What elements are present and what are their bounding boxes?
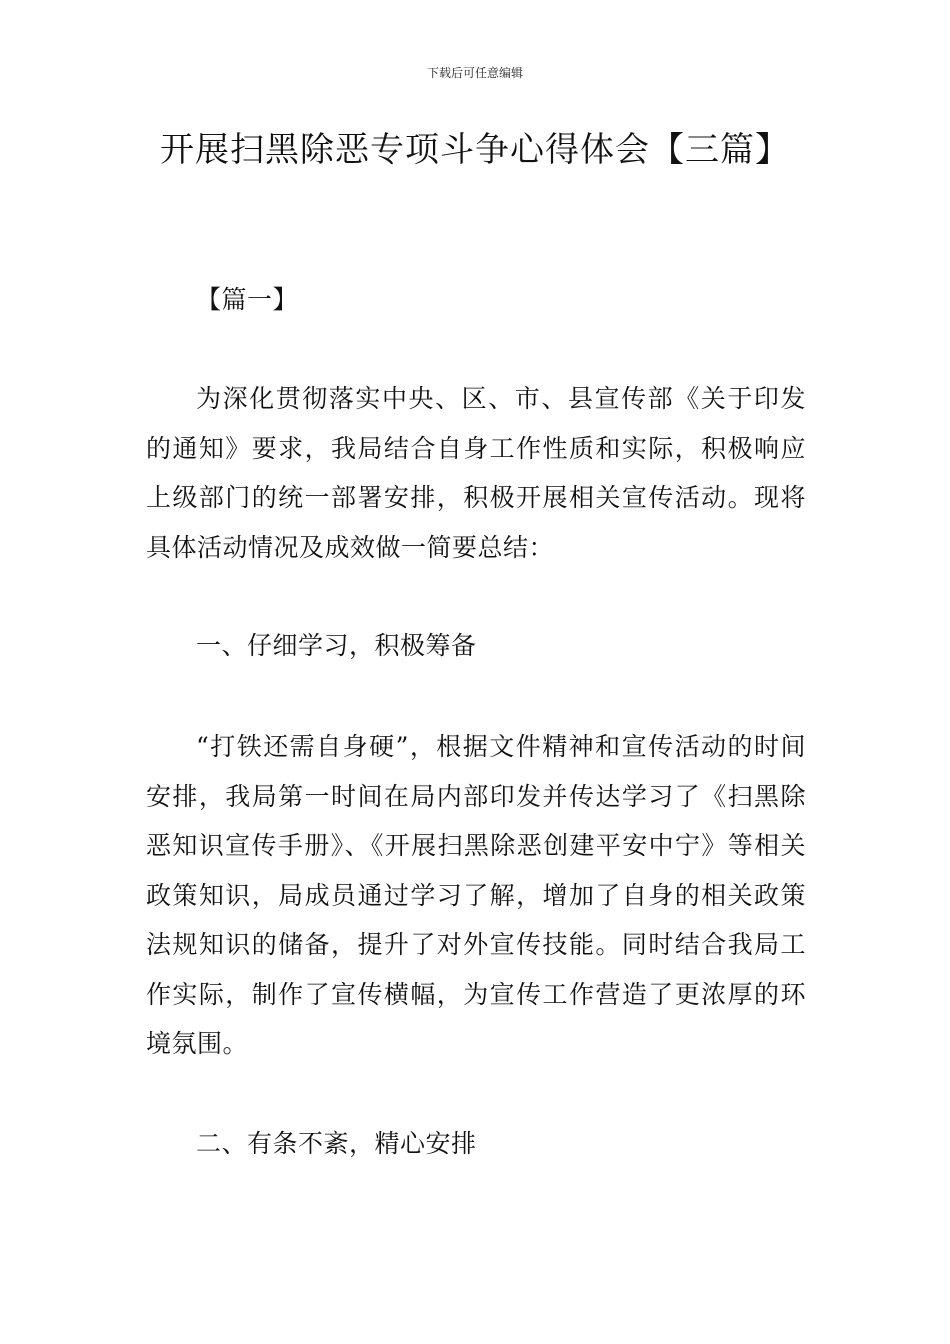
page-header-note: 下载后可任意编辑	[426, 66, 523, 80]
paragraph-intro: 为深化贯彻落实中央、区、市、县宣传部《关于印发的通知》要求，我局结合自身工作性质和实际，积极响应上级部门的统一部署安排，积极开展相关宣传活动。现将具体活动情况及成效做一简要总结：	[146, 384, 806, 562]
paragraph-study: “打铁还需自身硬”，根据文件精神和宣传活动的时间安排，我局第一时间在局内部印发并传达学习了《扫黑除恶知识宣传手册》、《开展扫黑除恶创建平安中宁》等相关政策知识，局成员通过学习了解，增加了自身的相关政策法规知识的储备，提升了对外宣传技能。同时结合我局工作实际，制作了宣传横幅，为宣传工作营造了更浓厚的环境氛围。	[146, 732, 806, 1058]
document-title: 开展扫黑除恶专项斗争心得体会【三篇】	[160, 130, 790, 170]
section-heading-2: 二、有条不紊，精心安排	[196, 1129, 477, 1158]
section-heading-1: 一、仔细学习，积极筹备	[196, 631, 477, 660]
part-label: 【篇一】	[196, 285, 299, 314]
